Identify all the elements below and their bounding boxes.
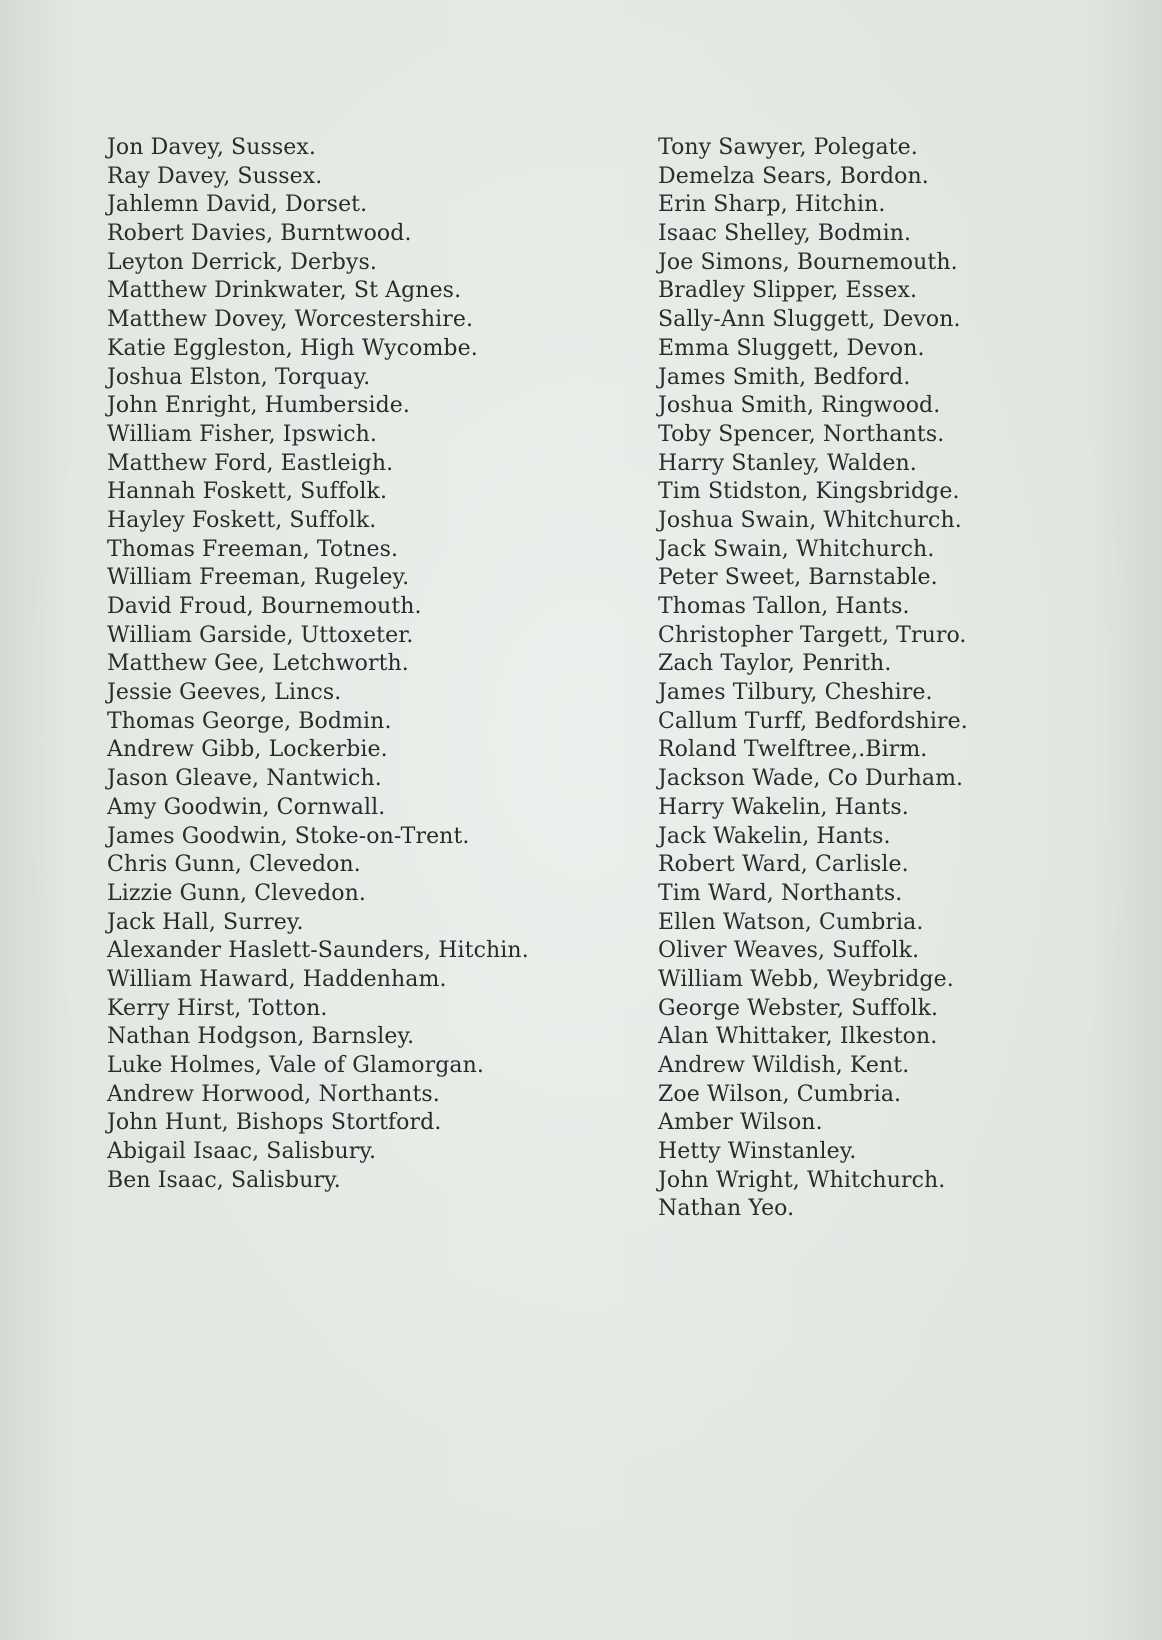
list-item: Tony Sawyer, Polegate. <box>658 135 918 160</box>
list-item: Jahlemn David, Dorset. <box>107 192 368 218</box>
list-item: Joshua Smith, Ringwood. <box>658 393 941 419</box>
list-item: Jack Swain, Whitchurch. <box>658 536 935 562</box>
list-item: Sally-Ann Sluggett, Devon. <box>658 307 961 333</box>
list-item: James Smith, Bedford. <box>658 364 911 390</box>
list-item: William Webb, Weybridge. <box>658 966 954 992</box>
list-item: Jackson Wade, Co Durham. <box>658 766 964 792</box>
list-item: Thomas George, Bodmin. <box>107 708 392 734</box>
list-item: Joshua Swain, Whitchurch. <box>658 507 962 533</box>
list-item: Kerry Hirst, Totton. <box>107 995 328 1021</box>
list-item: Tim Stidston, Kingsbridge. <box>658 479 960 505</box>
list-item: Toby Spencer, Northants. <box>658 421 945 447</box>
list-item: Matthew Gee, Letchworth. <box>107 651 409 677</box>
list-item: John Wright, Whitchurch. <box>658 1167 946 1193</box>
list-item: Luke Holmes, Vale of Glamorgan. <box>107 1053 484 1078</box>
list-item: Joe Simons, Bournemouth. <box>658 249 958 275</box>
list-item: Hannah Foskett, Suffolk. <box>107 479 388 505</box>
list-item: Emma Sluggett, Devon. <box>658 335 925 361</box>
list-item: Peter Sweet, Barnstable. <box>658 565 938 591</box>
list-item: Leyton Derrick, Derbys. <box>107 249 377 275</box>
list-item: Hetty Winstanley. <box>658 1139 857 1165</box>
list-item: Bradley Slipper, Essex. <box>658 278 918 304</box>
list-item: Amber Wilson. <box>658 1110 823 1136</box>
list-item: William Freeman, Rugeley. <box>107 565 410 591</box>
list-item: Abigail Isaac, Salisbury. <box>107 1139 377 1165</box>
list-item: Isaac Shelley, Bodmin. <box>658 221 912 247</box>
list-item: Christopher Targett, Truro. <box>658 622 967 648</box>
list-item: Matthew Ford, Eastleigh. <box>107 450 394 476</box>
list-item: Jack Hall, Surrey. <box>107 909 304 935</box>
list-item: Jason Gleave, Nantwich. <box>107 766 382 792</box>
list-item: James Goodwin, Stoke-on-Trent. <box>107 823 470 849</box>
list-item: John Hunt, Bishops Stortford. <box>107 1110 442 1136</box>
list-item: Nathan Hodgson, Barnsley. <box>107 1024 415 1050</box>
list-item: Zach Taylor, Penrith. <box>658 651 892 677</box>
list-item: Andrew Wildish, Kent. <box>658 1053 910 1078</box>
list-item: Oliver Weaves, Suffolk. <box>658 938 920 964</box>
list-item: Ben Isaac, Salisbury. <box>107 1167 341 1193</box>
list-item: Ellen Watson, Cumbria. <box>658 909 924 935</box>
list-item: Thomas Tallon, Hants. <box>658 594 910 619</box>
list-item: Katie Eggleston, High Wycombe. <box>107 335 478 361</box>
name-list-left-column <box>107 134 577 1195</box>
list-item: Callum Turff, Bedfordshire. <box>658 708 968 734</box>
list-item: Joshua Elston, Torquay. <box>107 364 371 390</box>
list-item: William Haward, Haddenham. <box>107 966 447 992</box>
list-item: Hayley Foskett, Suffolk. <box>107 507 377 533</box>
list-item: Jack Wakelin, Hants. <box>658 823 891 849</box>
list-item: Harry Wakelin, Hants. <box>658 794 909 820</box>
list-item: Matthew Dovey, Worcestershire. <box>107 307 474 333</box>
list-item: Demelza Sears, Bordon. <box>658 163 929 189</box>
list-item: Robert Ward, Carlisle. <box>658 852 909 878</box>
list-item: Robert Davies, Burntwood. <box>107 221 412 247</box>
list-item: Ray Davey, Sussex. <box>107 163 323 189</box>
list-item: Alexander Haslett-Saunders, Hitchin. <box>107 938 529 964</box>
list-item: Thomas Freeman, Totnes. <box>107 536 399 562</box>
list-item: Matthew Drinkwater, St Agnes. <box>107 278 462 304</box>
list-item: David Froud, Bournemouth. <box>107 594 422 619</box>
list-item: James Tilbury, Cheshire. <box>658 680 933 706</box>
list-item: Harry Stanley, Walden. <box>658 450 917 476</box>
list-item: Andrew Horwood, Northants. <box>107 1081 440 1107</box>
list-item: Jessie Geeves, Lincs. <box>107 680 342 706</box>
list-item: George Webster, Suffolk. <box>658 995 939 1021</box>
list-item: Alan Whittaker, Ilkeston. <box>658 1024 938 1050</box>
list-item: Lizzie Gunn, Clevedon. <box>107 880 366 906</box>
list-item: Roland Twelftree,.Birm. <box>658 737 928 763</box>
list-item: Tim Ward, Northants. <box>658 880 903 906</box>
list-item: Jon Davey, Sussex. <box>107 135 316 160</box>
list-item: John Enright, Humberside. <box>107 393 411 419</box>
list-item: William Fisher, Ipswich. <box>107 421 378 447</box>
list-item: Chris Gunn, Clevedon. <box>107 852 361 878</box>
list-item: Zoe Wilson, Cumbria. <box>658 1081 902 1107</box>
list-item: Andrew Gibb, Lockerbie. <box>107 737 388 763</box>
list-item: William Garside, Uttoxeter. <box>107 622 414 648</box>
list-item: Erin Sharp, Hitchin. <box>658 192 886 218</box>
list-item: Nathan Yeo. <box>658 1196 795 1222</box>
list-item: Amy Goodwin, Cornwall. <box>107 794 386 820</box>
name-list-right-column <box>658 134 1108 1224</box>
